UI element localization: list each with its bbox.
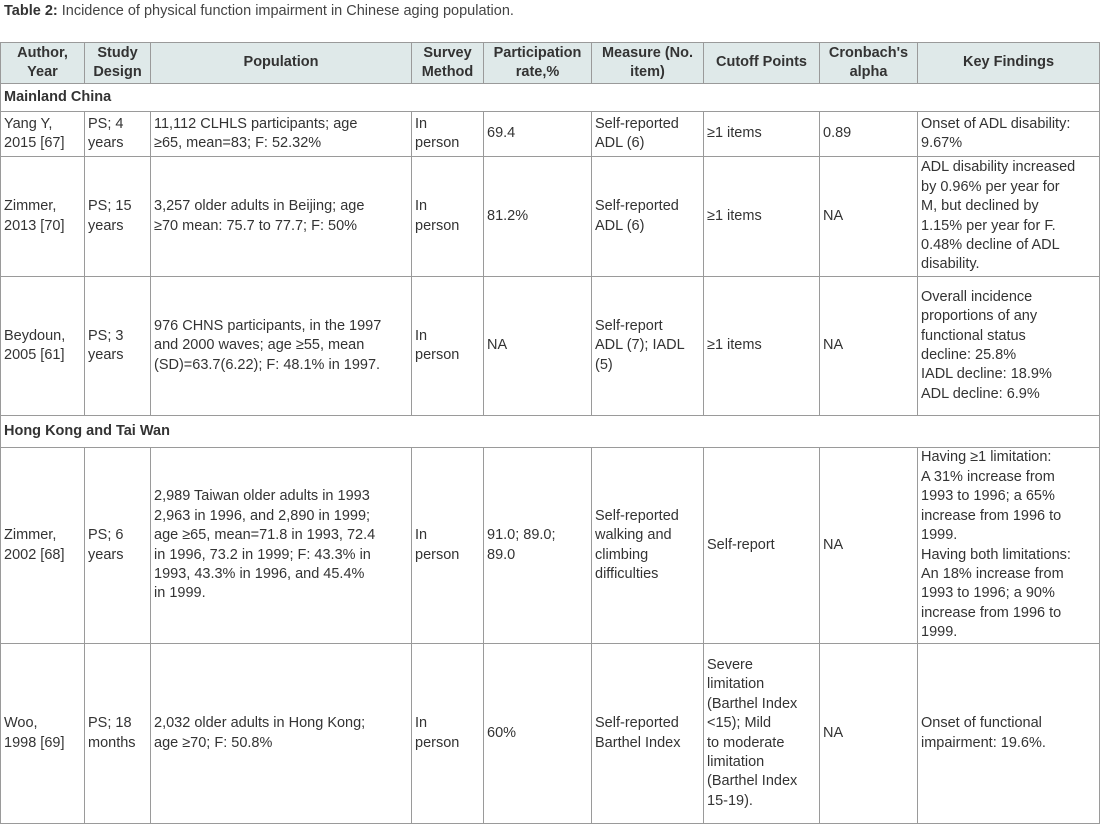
header-participation-rate: Participation rate,%: [484, 43, 592, 84]
cell-population: 2,032 older adults in Hong Kong; age ≥70; F: 50.8%: [151, 644, 412, 824]
cell-study-design: PS; 6 years: [85, 448, 151, 644]
cell-author-year: Zimmer, 2002 [68]: [1, 448, 85, 644]
cell-key-findings: Onset of functional impairment: 19.6%.: [918, 644, 1100, 824]
cell-survey-method: In person: [412, 277, 484, 416]
cell-population: 2,989 Taiwan older adults in 1993 2,963 in 1996, and 2,890 in 1999; age ≥65, mean=71.8 in 1993, 72.4 in 1996, 73.2 in 1999; F: 43.3% in 1993, 43.3% in 1996, and 45.4% in 1999.: [151, 448, 412, 644]
cell-key-findings: Overall incidence proportions of any functional status decline: 25.8% IADL decline: 18.9% ADL decline: 6.9%: [918, 277, 1100, 416]
cell-author-year: Beydoun, 2005 [61]: [1, 277, 85, 416]
table-row: [1, 448, 1100, 644]
cell-participation-rate: 69.4: [484, 112, 592, 157]
caption-text: Incidence of physical function impairment in Chinese aging population.: [57, 3, 514, 19]
cell-key-findings: Having ≥1 limitation: A 31% increase from 1993 to 1996; a 65% increase from 1996 to 1999. Having both limitations: An 18% increase from 1993 to 1996; a 90% increase from 1996 to 1999.: [918, 448, 1100, 644]
cell-cronbach-alpha: NA: [820, 157, 918, 277]
header-study-design: Study Design: [85, 43, 151, 84]
cell-participation-rate: NA: [484, 277, 592, 416]
cell-study-design: PS; 4 years: [85, 112, 151, 157]
cell-cronbach-alpha: 0.89: [820, 112, 918, 157]
cell-survey-method: In person: [412, 112, 484, 157]
cell-study-design: PS; 15 years: [85, 157, 151, 277]
cell-population: 3,257 older adults in Beijing; age ≥70 mean: 75.7 to 77.7; F: 50%: [151, 157, 412, 277]
cell-survey-method: In person: [412, 157, 484, 277]
header-survey-method: Survey Method: [412, 43, 484, 84]
header-author-year: Author, Year: [1, 43, 85, 84]
table-row: [1, 157, 1100, 277]
table-row: [1, 277, 1100, 416]
table-caption: [4, 3, 514, 19]
cell-survey-method: In person: [412, 644, 484, 824]
cell-measure: Self-report ADL (7); IADL (5): [592, 277, 704, 416]
cell-cutoff-points: Self-report: [704, 448, 820, 644]
cell-cutoff-points: ≥1 items: [704, 112, 820, 157]
cell-author-year: Yang Y, 2015 [67]: [1, 112, 85, 157]
cell-key-findings: ADL disability increased by 0.96% per year for M, but declined by 1.15% per year for F. 0.48% decline of ADL disability.: [918, 157, 1100, 277]
section-row-mainland-china: [1, 84, 1100, 112]
cell-measure: Self-reported ADL (6): [592, 112, 704, 157]
cell-participation-rate: 60%: [484, 644, 592, 824]
section-title: Hong Kong and Tai Wan: [1, 416, 1100, 448]
incidence-table: [0, 42, 1100, 824]
table-row: [1, 644, 1100, 824]
cell-cronbach-alpha: NA: [820, 448, 918, 644]
header-key-findings: Key Findings: [918, 43, 1100, 84]
cell-study-design: PS; 3 years: [85, 277, 151, 416]
cell-survey-method: In person: [412, 448, 484, 644]
cell-population: 11,112 CLHLS participants; age ≥65, mean=83; F: 52.32%: [151, 112, 412, 157]
cell-participation-rate: 81.2%: [484, 157, 592, 277]
cell-participation-rate: 91.0; 89.0; 89.0: [484, 448, 592, 644]
header-row: [1, 43, 1100, 84]
table-row: [1, 112, 1100, 157]
cell-measure: Self-reported ADL (6): [592, 157, 704, 277]
header-measure: Measure (No. item): [592, 43, 704, 84]
cell-cutoff-points: ≥1 items: [704, 277, 820, 416]
cell-author-year: Woo, 1998 [69]: [1, 644, 85, 824]
cell-cutoff-points: Severe limitation (Barthel Index <15); Mild to moderate limitation (Barthel Index 15-19).: [704, 644, 820, 824]
section-row-hong-kong-tai-wan: [1, 416, 1100, 448]
header-cutoff-points: Cutoff Points: [704, 43, 820, 84]
cell-cronbach-alpha: NA: [820, 644, 918, 824]
cell-key-findings: Onset of ADL disability: 9.67%: [918, 112, 1100, 157]
cell-cronbach-alpha: NA: [820, 277, 918, 416]
cell-measure: Self-reported walking and climbing difficulties: [592, 448, 704, 644]
cell-population: 976 CHNS participants, in the 1997 and 2000 waves; age ≥55, mean (SD)=63.7(6.22); F: 48.1% in 1997.: [151, 277, 412, 416]
cell-study-design: PS; 18 months: [85, 644, 151, 824]
header-cronbach-alpha: Cronbach's alpha: [820, 43, 918, 84]
cell-measure: Self-reported Barthel Index: [592, 644, 704, 824]
cell-author-year: Zimmer, 2013 [70]: [1, 157, 85, 277]
cell-cutoff-points: ≥1 items: [704, 157, 820, 277]
section-title: Mainland China: [1, 84, 1100, 112]
caption-label: Table 2:: [4, 3, 58, 19]
header-population: Population: [151, 43, 412, 84]
